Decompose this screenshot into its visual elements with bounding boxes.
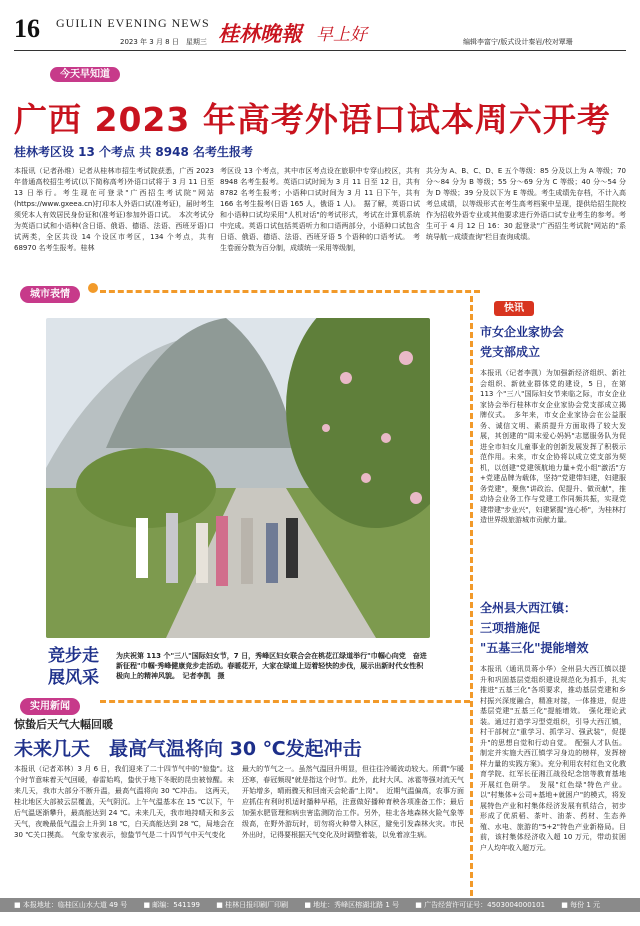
weather-tag bbox=[20, 694, 80, 713]
top-story-subheadline: 桂林考区设 13 个考点 共 8948 名考生报考 bbox=[14, 145, 253, 159]
top-story-col-2: 考区设 13 个考点，其中市区考点设在旅职中专穿山校区，共有 8948 名考生报考。英语口试时间为 3 月 11 日至 12 日，共有 8782 名考生报考；小语种口试时间为 3 月 11 日下午，共有 166 名考生报考(日语 165 人，俄语 1 人)。 据了解，英语口试和小语种口试均采用"人机对话"的考试形式，考试在计算机系统中完成。英语口试包括英语听力和口语两部分，小语种口试包含日语、俄语、德语、法语、西班牙语 5 个语种的口语考试。 考生卷面分数为百分制，成绩统一采用等级制， bbox=[220, 167, 420, 252]
weather-kicker: 惊蛰后天气大幅回暖 bbox=[14, 718, 113, 731]
sidebar bbox=[480, 298, 626, 898]
weather-col-2: 最大的节气之一。虽然气温回升明显，但往往冷暖波动较大。所谓"乍暖还寒，春冠频现"就是指这个时节。此外，此时大风、冰雹等强对流天气开始增多，晴雨骤天和回南天会轮番"上岗"。 近期气温偏高，农事方面应抓住有利时机适时播种早稻，注意做好播种育秧各项准备工作；最后加强水肥管理和病虫害监测防治工作。另外，桂北各地森林火险气象等级高，在野外游玩时，切勿将火种带入林区，避免引发森林火灾。市民外出时，记得要根据天气变化及时调整着装，以免着凉生病。 bbox=[242, 765, 464, 839]
orange-dash-divider-2 bbox=[100, 700, 470, 703]
weather-tag-label: 实用新闻 bbox=[20, 698, 80, 715]
story2-title bbox=[480, 598, 626, 658]
section-logo: 早上好 bbox=[316, 25, 367, 45]
footer-price: ■ 每份 1 元 bbox=[561, 901, 601, 909]
paper-name-en: GUILIN EVENING NEWS bbox=[56, 16, 210, 30]
page-number: 16 bbox=[14, 14, 40, 43]
top-story-col-3: 共分为 A、B、C、D、E 五个等级：85 分及以上为 A 等级；70 分～84 分为 B 等级；55 分～69 分为 C 等级；40 分～54 分为 D 等级；39 分及以下为 E 等级。考生成绩先存档，不计入高考总成绩，以等级形式在考生高考档案中呈现，提供给招生院校作为招收外语专业或其他要求进行外语口试专业考生的参考。考生可于 4 月 12 日 16：30 起登录"广西招生考试院"网站的"系统导航一成绩查询"栏目查询成绩。 bbox=[426, 167, 626, 241]
footer-bar bbox=[0, 898, 640, 912]
footer-license: ■ 广告经营许可证号：4503004000101 bbox=[415, 901, 546, 909]
footer-postcode: ■ 邮编：541199 bbox=[143, 901, 200, 909]
footer-printer-address: ■ 地址：秀峰区榕湖北路 1 号 bbox=[304, 901, 400, 909]
header-rule bbox=[14, 50, 626, 51]
weather-headline: 未来几天 最高气温将向 30 ℃发起冲击 bbox=[14, 738, 362, 760]
sidebar-tag-label: 快讯 bbox=[494, 301, 534, 316]
caption-title-line-1: 竞步走 bbox=[48, 646, 99, 666]
feature-photo-illustration bbox=[46, 318, 430, 638]
top-story-headline: 广西 2023 年高考外语口试本周六开考 bbox=[14, 100, 611, 139]
story1-title-line-1: 市女企业家协会 bbox=[480, 325, 565, 339]
story2-title-line-3: "五基三化"提能增效 bbox=[480, 641, 589, 655]
caption-title-line-2: 展风采 bbox=[48, 668, 99, 688]
story2-title-line-1: 全州县大西江镇： bbox=[480, 601, 577, 615]
top-story-tag bbox=[50, 62, 120, 81]
story1-text: 本报讯（记者李凯）为加强新经济组织、新社会组织、新就业群体党的建设，5 日，在第 113 个"三八"国际妇女节来临之际，市女企业家协会举行桂林市女企业家协会党支部成立揭牌仪式。 多年来，市女企业家协会在公益服务、诚信文明、素质提升方面取得了较大发展，其创建的"周末爱心妈妈"志愿服务队为促进全市妇女儿童事业的创新发展发挥了积极示范作用。未来，市女企协将以成立党支部为契机，以创建"党建领航地力量+党小组"激活"方+党建品牌为载体，坚持"党建带妇建，妇建服务党建"，聚焦"讲政治、促提升、做贡献"，推动协会业务工作与党建工作同频共振，实现党建带建"步业兴"，妇建紧握"连心桥"，为桂林打造世界级旅游城市贡献力量。 bbox=[480, 369, 626, 524]
feature-caption-text: 为庆祝第 113 个"三八"国际妇女节，7 日，秀峰区妇女联合会在桃花江绿道举行"巾帼心向党 奋进新征程"巾帼·秀峰健康竞步走活动。春暖花开，大家在绿道上迈着轻快的步伐，展示出新时代女性积极向上的精神风貌。 记者李凯 摄 bbox=[116, 652, 427, 680]
issue-date: 2023 年 3 月 8 日 星期三 bbox=[120, 38, 207, 46]
orange-dash-vertical bbox=[470, 296, 473, 896]
top-story-col-1: 本报讯（记者孙维）记者从桂林市招生考试院获悉，广西 2023 年普通高校招生考试(以下简称高考)外语口试将于 3 月 11 日至 13 日举行。考生现在可登录"广西招生考试院"网站(https://www.gxeea.cn)打印本人外语口试(准考证)，届时考生须凭本人有效居民身份证和(准考证)参加外语口试。 本次考试分为英语口试和小语种(含日语、俄语、德语、法语、西班牙语)口试两类，全区共设 14 个设区市考区，134 个考点，共有 68970 名考生报考。桂林 bbox=[14, 167, 214, 252]
story2-title-line-2: 三项措施促 bbox=[480, 621, 541, 635]
story1-title-line-2: 党支部成立 bbox=[480, 345, 541, 359]
orange-dash-divider bbox=[100, 290, 480, 293]
dash-dot bbox=[88, 283, 98, 293]
footer-address: ■ 本报地址：临桂区山水大道 49 号 bbox=[14, 901, 128, 909]
story2-text: 本报讯（通讯员蒋小华）全州县大西江镇以提升和巩固基层党组织建设规范化为抓手，扎实推进"五基三化"各项要求，推动基层党建和乡村振兴深度融合，精准对接，一体推进，促进基层党建"五基三化"提能增效。 强化理论武装。通过打造学习型党组织，引导大西江镇，村干部树立"重学习、抓学习、强武装"，促提升"的思想自觉和行动自觉。 配强人才队伍。制定并实施大西江镇学习身边的榜样，发挥榜样力量的实践方案》。充分利用农村红色文化教育学院、红军长征湘江战役纪念馆等教育基地开展红色研学。 发展"红色绿"特色产业。以"村集体+公司+基地+就困户"的模式，将发展特色产业和村集体经济发展有机结合，初步形成了优质稻、茶叶、油茶、药材、生态养殖、水电、旅游的"5+2"特色产业新格局。目前，该村集体经济收入超 10 万元，带动贫困户人均年收入超万元。 bbox=[480, 665, 626, 852]
story1-title bbox=[480, 322, 626, 362]
weather-col-1: 本报讯（记者邓林）3 月 6 日，我们迎来了二十四节气中的"惊蛰"。这个时节意味着天气回暖，春雷始鸣，蛰伏于地下冬眠的昆虫被惊醒。未来几天，我市大部分不断升温，最高气温将向 30 ℃冲击。 这两天，桂北地区大部被云层覆盖，天气阴沉。上午气温基本在 15 ℃以下，午后气温逐渐攀升，最高能达到 24 ℃。未来几天，我市地持晴天和多云天气，夜晚最低气温会上升到 18 ℃，白天高能达到 28 ℃，局地会在 30 ℃关口摸高。 气象专家表示，惊蛰节气是二十四节气中天气变化 bbox=[14, 765, 234, 839]
footer-printer: ■ 桂林日报印刷厂印刷 bbox=[216, 901, 289, 909]
feature-photo bbox=[46, 318, 430, 638]
city-feature-tag bbox=[20, 282, 80, 301]
paper-logo: 桂林晚報 bbox=[218, 21, 302, 46]
city-feature-tag-label: 城市表情 bbox=[20, 286, 80, 303]
editor-line: 编辑李富宁/版式设计秦岩/校对覃珊 bbox=[463, 38, 573, 46]
feature-caption-title bbox=[48, 645, 99, 689]
top-story-tag-label: 今天早知道 bbox=[50, 67, 120, 82]
